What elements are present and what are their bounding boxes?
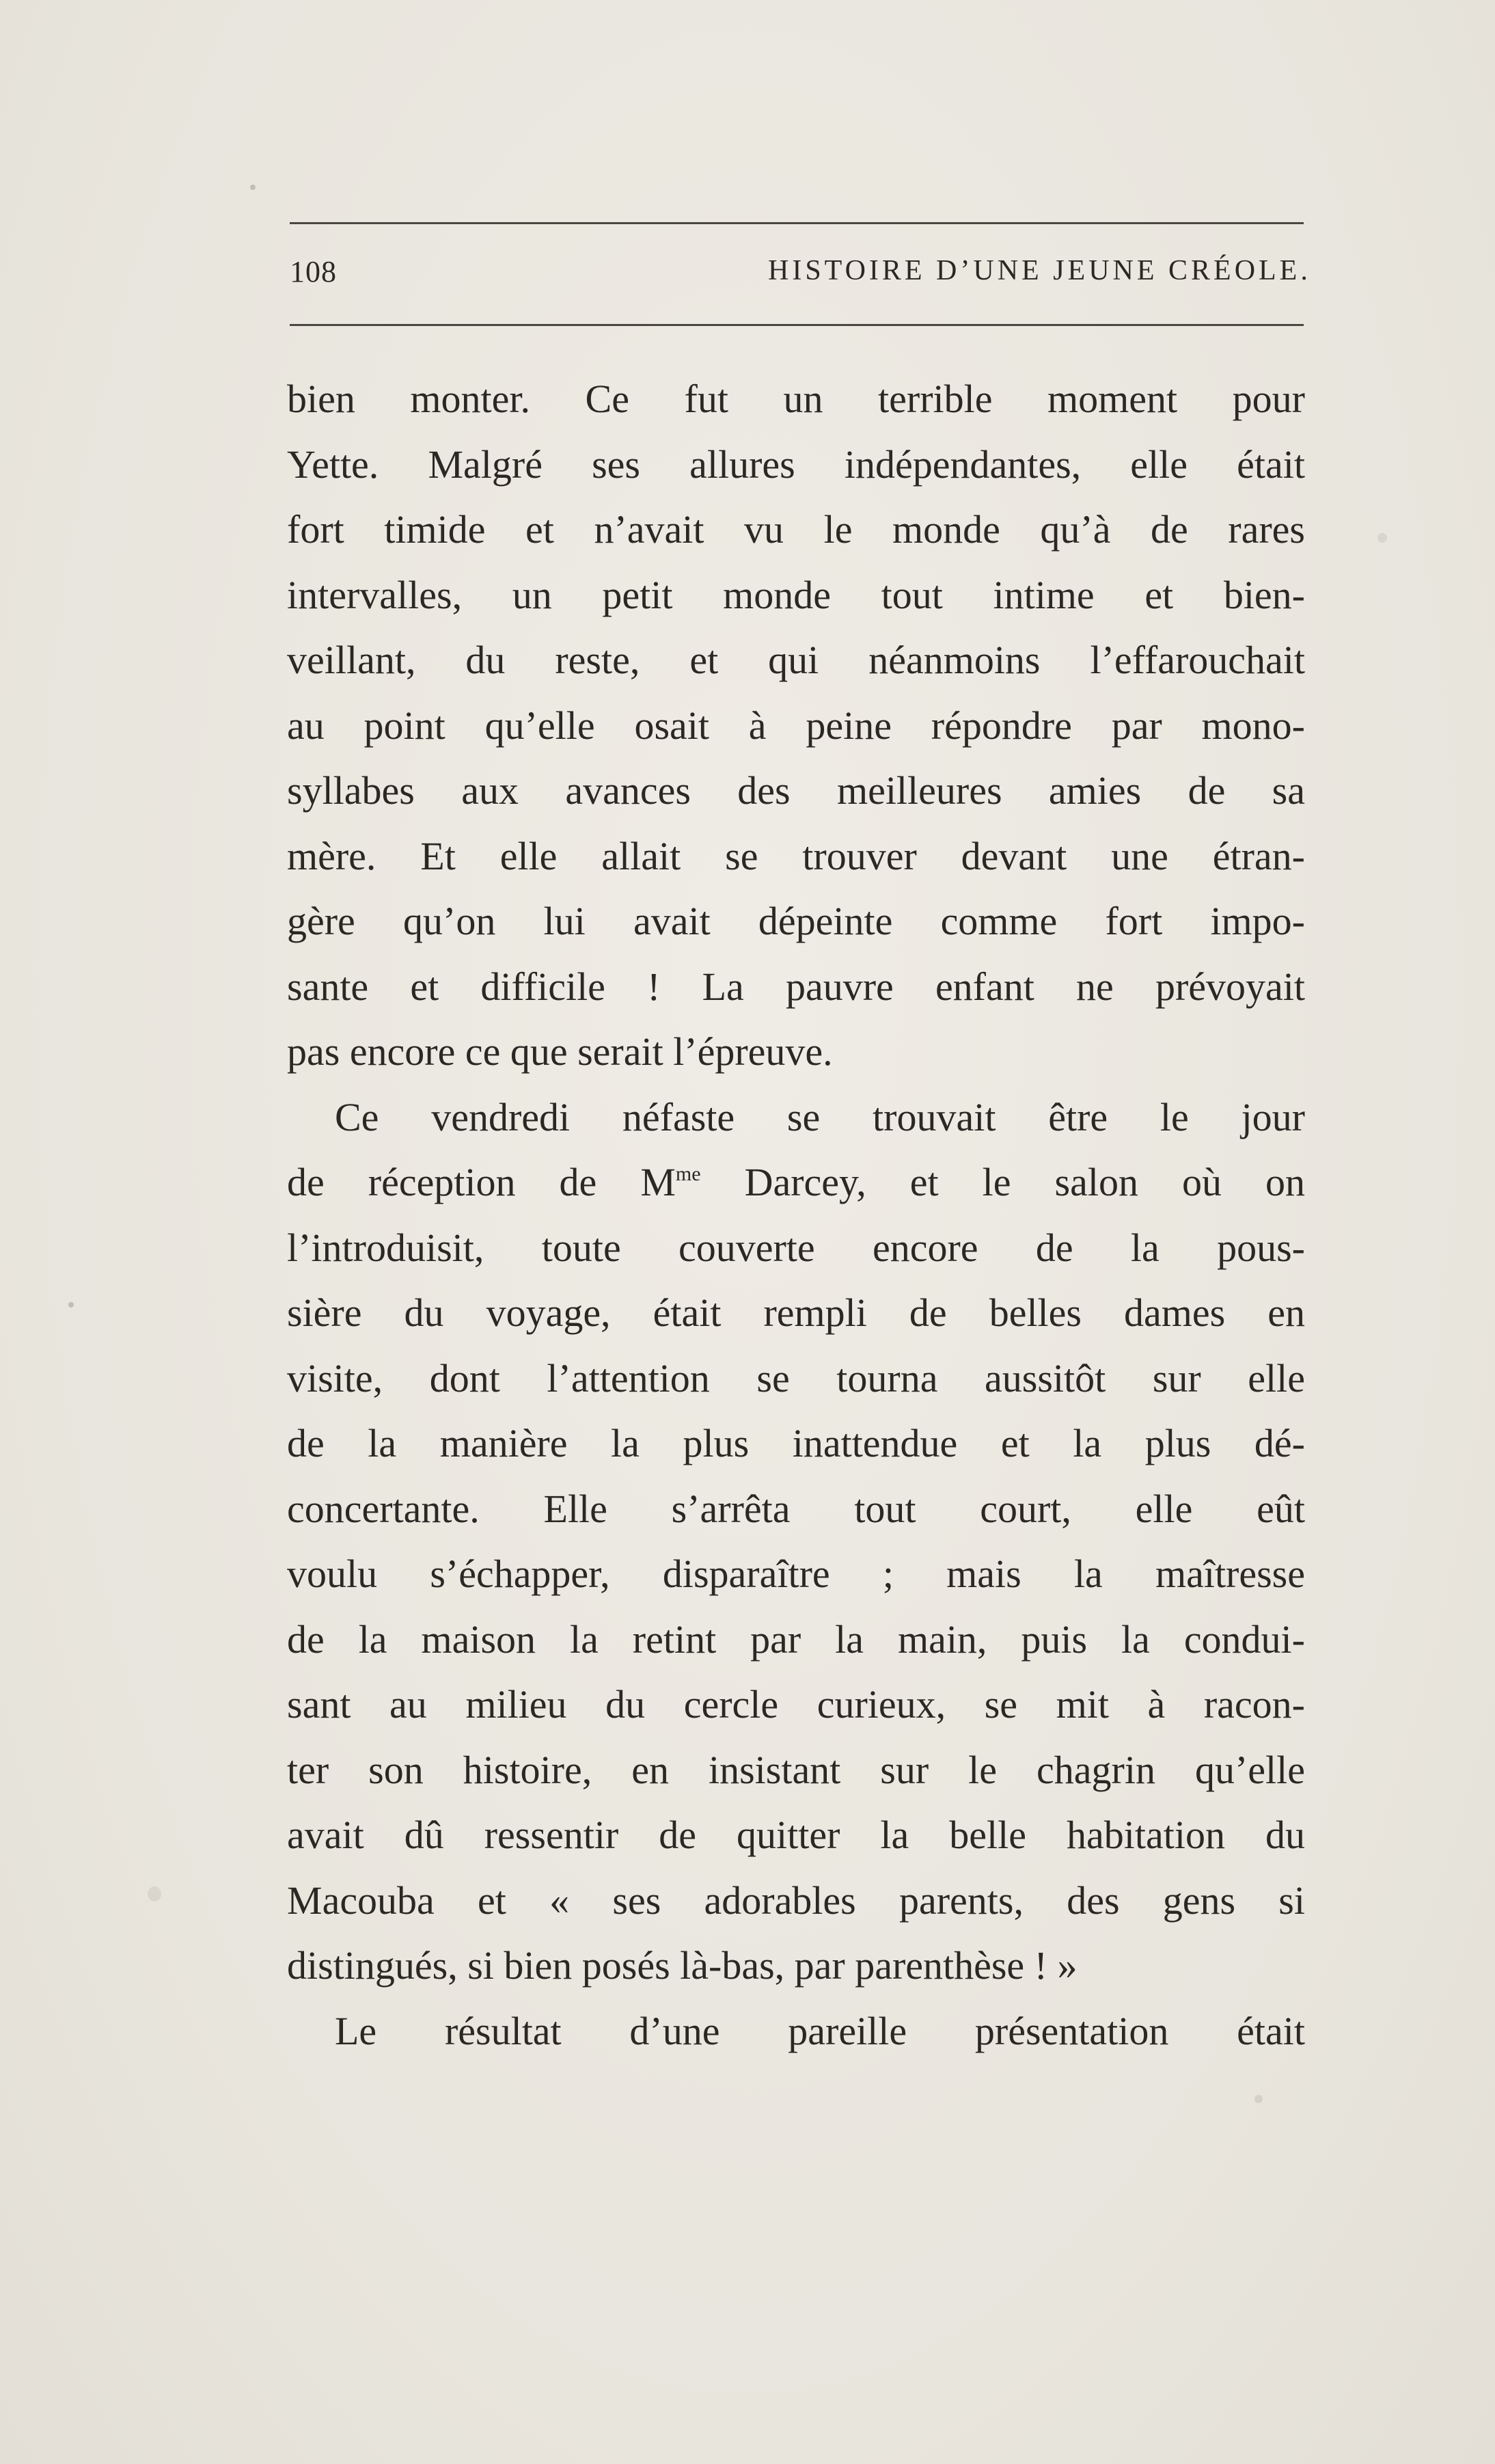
paragraph-end-line: pas encore ce que serait l’épreuve. [287,1029,833,1074]
paper-speck [250,185,256,190]
body-text [287,366,1305,2063]
text-line: sante et difficile ! La pauvre enfant ne prévoyait [287,964,1305,1009]
text-line: veillant, du reste, et qui néanmoins l’effarouchait [287,638,1305,682]
text-line: Yette. Malgré ses allures indépendantes, elle était [287,442,1305,487]
text-line: l’introduisit, toute couverte encore de la pous- [287,1225,1305,1270]
text-line: intervalles, un petit monde tout intime et bien- [287,572,1305,617]
text-line: bien monter. Ce fut un terrible moment pour [287,377,1305,421]
paper-speck [1254,2095,1263,2103]
text-line: voulu s’échapper, disparaître ; mais la maîtresse [287,1552,1305,1596]
text-line: avait dû ressentir de quitter la belle habitation du [287,1813,1305,1857]
text-line: de la maison la retint par la main, puis la condui- [287,1616,1305,1662]
text-segment: Darcey, et le salon où on [700,1160,1305,1204]
text-line: gère qu’on lui avait dépeinte comme fort impo- [287,899,1305,943]
text-line: Macouba et « ses adorables parents, des gens si [287,1878,1305,1923]
text-line: visite, dont l’attention se tourna aussitôt sur elle [287,1355,1305,1400]
paragraph-start-line: Ce vendredi néfaste se trouvait être le jour [335,1094,1305,1139]
running-title: HISTOIRE D’UNE JEUNE CRÉOLE. [768,255,1311,286]
paper-speck [148,1886,161,1901]
text-line: concertante. Elle s’arrêta tout court, elle eût [287,1486,1305,1531]
text-line: mère. Et elle allait se trouver devant une étran- [287,833,1305,878]
text-line: au point qu’elle osait à peine répondre par mono- [287,703,1305,748]
header-bottom-rule [290,324,1304,326]
text-line: ter son histoire, en insistant sur le chagrin qu’elle [287,1747,1305,1792]
text-line [287,1150,1305,1215]
paper-speck [68,1302,74,1308]
text-line: fort timide et n’avait vu le monde qu’à de rares [287,507,1305,552]
text-line: sant au milieu du cercle curieux, se mit à racon- [287,1682,1305,1727]
paragraph-end-line: distingués, si bien posés là-bas, par parenthèse ! » [287,1943,1078,1988]
header-top-rule [290,222,1304,224]
running-header [290,254,1311,295]
text-line: de la manière la plus inattendue et la plus dé- [287,1421,1305,1465]
superscript-abbreviation: me [675,1163,701,1185]
page-number: 108 [290,255,337,288]
paper-speck [1377,533,1387,543]
text-line: syllabes aux avances des meilleures amies de sa [287,768,1305,813]
paragraph-start-line: Le résultat d’une pareille présentation était [335,2008,1305,2053]
text-line: sière du voyage, était rempli de belles dames en [287,1290,1305,1335]
text-segment: de réception de M [287,1160,676,1204]
